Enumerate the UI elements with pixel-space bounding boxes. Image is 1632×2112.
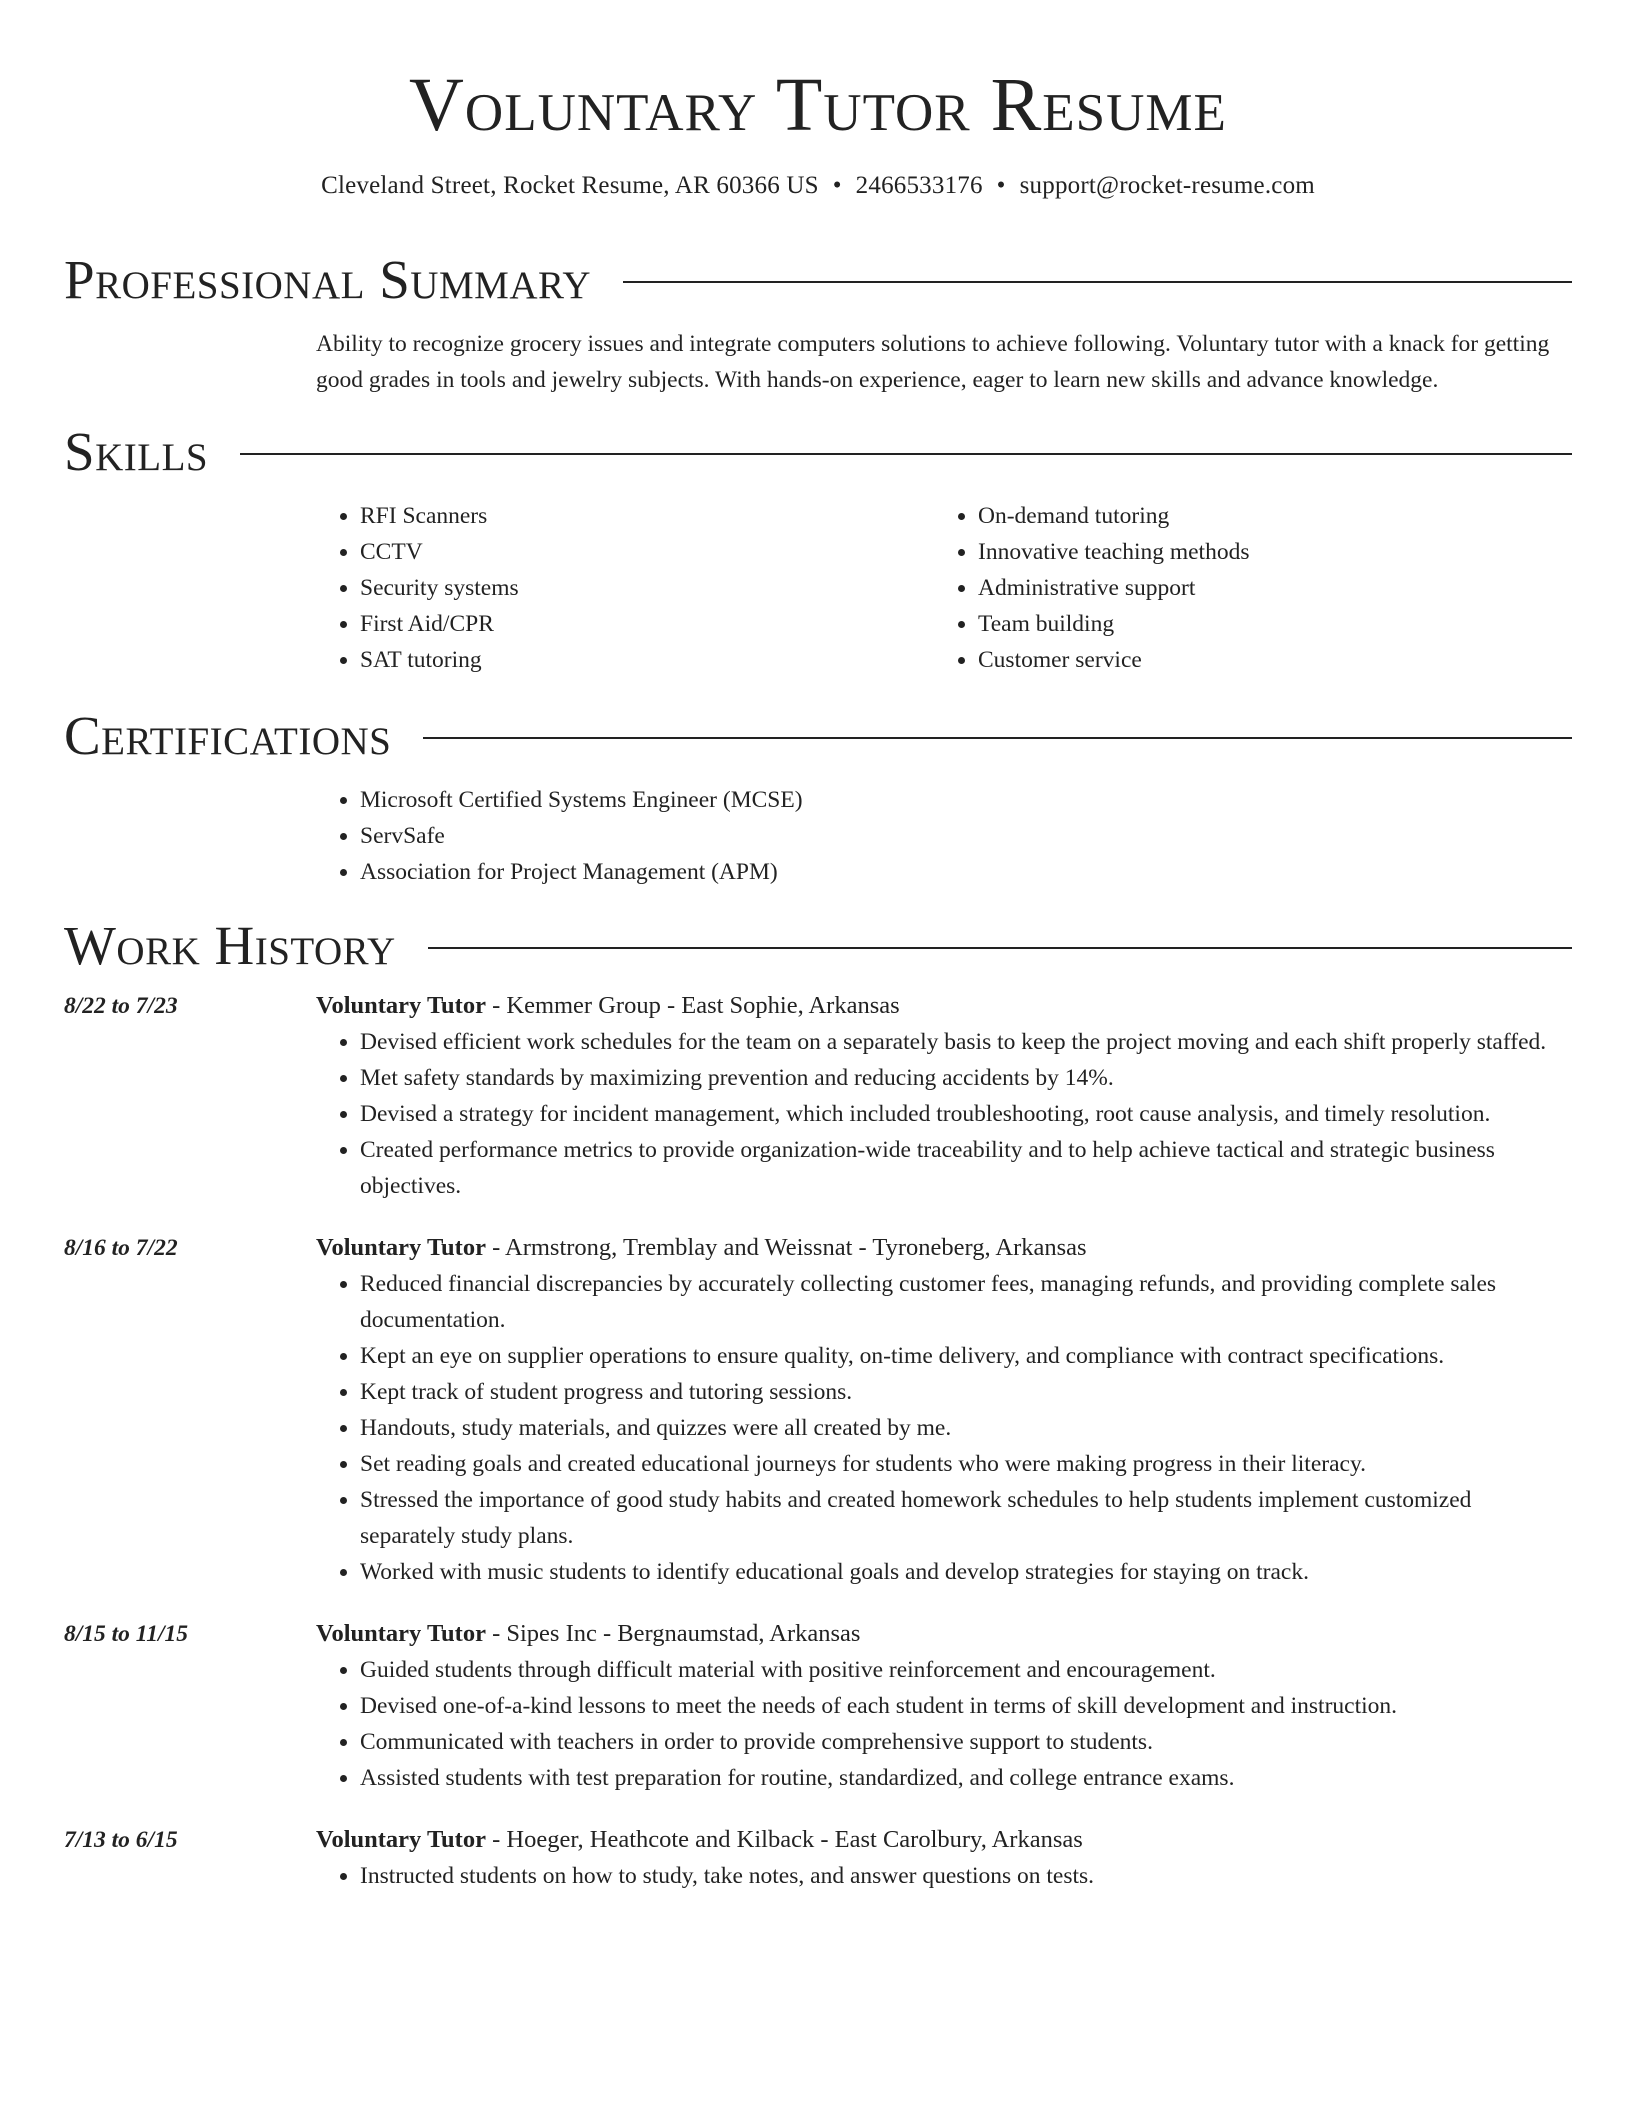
summary-text: Ability to recognize grocery issues and integrate computers solutions to achieve following. Voluntary tutor with a knack for getting good grades in tools and jewelry subjects. With hands-on experience, eager to learn new skills and advance knowledge. — [316, 331, 1550, 393]
job-dates: 8/16 to 7/22 — [64, 1235, 178, 1261]
contact-separator: • — [996, 172, 1006, 199]
job-role: Voluntary Tutor — [316, 1826, 486, 1853]
resume-title: Voluntary Tutor Resume — [409, 63, 1227, 147]
contact-line — [64, 170, 1572, 202]
job-dates: 8/22 to 7/23 — [64, 993, 178, 1019]
skill-item: • Security systems — [360, 570, 934, 606]
skill-item: • Innovative teaching methods — [978, 534, 1552, 570]
job-role: Voluntary Tutor — [316, 992, 486, 1019]
job-company-location: - Hoeger, Heathcote and Kilback - East Carolbury, Arkansas — [485, 1826, 1083, 1853]
job-bullet: • Communicated with teachers in order to provide comprehensive support to students. — [360, 1724, 1572, 1760]
skill-item: • CCTV — [360, 534, 934, 570]
section-divider — [423, 737, 1572, 739]
job-bullet: • Devised a strategy for incident management, which included troubleshooting, root cause analysis, and timely resolution. — [360, 1096, 1572, 1132]
skills-column-right — [934, 498, 1552, 678]
skills-list-right — [934, 498, 1552, 678]
contact-address: Cleveland Street, Rocket Resume, AR 60366 US — [321, 172, 819, 199]
job-bullet: • Stressed the importance of good study habits and created homework schedules to help students implement customized separately study plans. — [360, 1482, 1572, 1554]
job-bullets — [316, 1652, 1572, 1796]
job-details — [316, 988, 1572, 1204]
skill-item: • Customer service — [978, 642, 1552, 678]
contact-email[interactable]: support@rocket-resume.com — [1019, 172, 1315, 199]
skills-title: Skills — [64, 421, 209, 482]
contact-separator: • — [832, 172, 842, 199]
certifications-list-wrapper — [316, 782, 1572, 890]
summary-title: Professional Summary — [64, 249, 592, 310]
certification-item: • Association for Project Management (APM) — [360, 854, 1572, 890]
certifications-section-header — [64, 704, 1572, 768]
job-entry — [64, 988, 1572, 1204]
skill-item: • Administrative support — [978, 570, 1552, 606]
skill-item: • Team building — [978, 606, 1552, 642]
skill-item: • First Aid/CPR — [360, 606, 934, 642]
job-details — [316, 1616, 1572, 1796]
certifications-list — [316, 782, 1572, 890]
skills-column-left — [316, 498, 934, 678]
job-heading — [316, 1230, 1572, 1266]
section-divider — [428, 947, 1572, 949]
job-bullet: • Met safety standards by maximizing prevention and reducing accidents by 14%. — [360, 1060, 1572, 1096]
job-entry — [64, 1616, 1572, 1796]
job-company-location: - Sipes Inc - Bergnaumstad, Arkansas — [485, 1620, 861, 1647]
job-bullets — [316, 1266, 1572, 1590]
resume-page — [64, 0, 1572, 1894]
job-bullet: • Kept an eye on supplier operations to ensure quality, on-time delivery, and compliance with contract specifications. — [360, 1338, 1572, 1374]
certifications-title: Certifications — [64, 705, 392, 766]
job-bullets — [316, 1024, 1572, 1204]
job-dates: 7/13 to 6/15 — [64, 1827, 178, 1853]
job-bullet: • Kept track of student progress and tutoring sessions. — [360, 1374, 1572, 1410]
job-bullet: • Created performance metrics to provide organization-wide traceability and to help achieve tactical and strategic business objectives. — [360, 1132, 1572, 1204]
job-company-location: - Armstrong, Tremblay and Weissnat - Tyroneberg, Arkansas — [485, 1234, 1087, 1261]
job-bullet: • Devised one-of-a-kind lessons to meet the needs of each student in terms of skill development and instruction. — [360, 1688, 1572, 1724]
work-history-section-header — [64, 914, 1572, 978]
skill-item: • On-demand tutoring — [978, 498, 1552, 534]
job-details — [316, 1822, 1572, 1894]
job-role: Voluntary Tutor — [316, 1620, 486, 1647]
job-bullet: • Instructed students on how to study, take notes, and answer questions on tests. — [360, 1858, 1572, 1894]
job-details — [316, 1230, 1572, 1590]
skills-list-left — [316, 498, 934, 678]
job-company-location: - Kemmer Group - East Sophie, Arkansas — [485, 992, 900, 1019]
skills-section-header — [64, 420, 1572, 484]
certification-item: • ServSafe — [360, 818, 1572, 854]
section-divider — [240, 453, 1572, 455]
job-bullets — [316, 1858, 1572, 1894]
job-heading — [316, 1616, 1572, 1652]
job-entry — [64, 1822, 1572, 1894]
job-role: Voluntary Tutor — [316, 1234, 486, 1261]
job-entry — [64, 1230, 1572, 1590]
skill-item: • RFI Scanners — [360, 498, 934, 534]
skills-grid — [316, 498, 1572, 678]
skill-item: • SAT tutoring — [360, 642, 934, 678]
job-bullet: • Worked with music students to identify educational goals and develop strategies for staying on track. — [360, 1554, 1572, 1590]
job-bullet: • Assisted students with test preparation for routine, standardized, and college entrance exams. — [360, 1760, 1572, 1796]
job-heading — [316, 988, 1572, 1024]
work-history-title: Work History — [64, 915, 396, 976]
job-bullet: • Devised efficient work schedules for the team on a separately basis to keep the project moving and each shift properly staffed. — [360, 1024, 1572, 1060]
job-dates: 8/15 to 11/15 — [64, 1621, 189, 1647]
contact-phone: 2466533176 — [855, 172, 983, 199]
job-bullet: • Guided students through difficult material with positive reinforcement and encouragement. — [360, 1652, 1572, 1688]
section-divider — [623, 281, 1572, 283]
job-bullet: • Handouts, study materials, and quizzes were all created by me. — [360, 1410, 1572, 1446]
job-bullet: • Reduced financial discrepancies by accurately collecting customer fees, managing refunds, and providing complete sales documentation. — [360, 1266, 1572, 1338]
job-heading — [316, 1822, 1572, 1858]
certification-item: • Microsoft Certified Systems Engineer (MCSE) — [360, 782, 1572, 818]
summary-section-header — [64, 248, 1572, 312]
job-bullet: • Set reading goals and created educational journeys for students who were making progress in their literacy. — [360, 1446, 1572, 1482]
